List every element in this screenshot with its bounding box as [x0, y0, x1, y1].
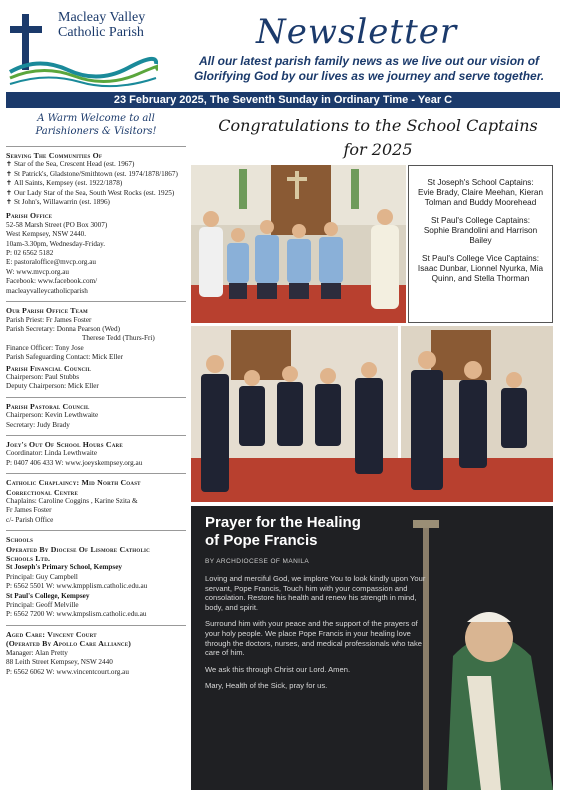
oosh-contact-link[interactable]: P: 0407 406 433 W: www.joeyskempsey.org.au [6, 458, 143, 467]
prayer-body [205, 574, 431, 698]
prayer-title-line2: of Pope Francis [205, 532, 318, 549]
prayer-paragraph: We ask this through Christ our Lord. Amen. [205, 664, 351, 674]
aged-care-contact-link[interactable]: P: 6562 6062 W: www.vincentcourt.org.au [6, 667, 129, 676]
captains-group [412, 254, 549, 284]
parish-name [58, 10, 145, 40]
prayer-title-line1: Prayer for the Healing [205, 514, 361, 531]
facebook-link-cont[interactable]: macleayvalleycatholicparish [6, 286, 88, 295]
communities-list [6, 160, 186, 207]
captains-group-title: St Joseph's School Captains: [427, 178, 534, 187]
prayer-paragraph: Mary, Health of the Sick, pray for us. [205, 681, 328, 691]
captains-group-names: Isaac Dunbar, Lionnel Nyurka, Mia Quinn, and Stella Thorman [417, 264, 544, 283]
parish-info-sidebar [6, 110, 186, 796]
chaplaincy-heading: Catholic Chaplaincy: Mid North Coast [6, 478, 141, 488]
school1-contact-link[interactable]: P: 6562 5501 W: www.kmpplism.catholic.edu.au [6, 582, 148, 591]
chaplaincy-line: Chaplains: Caroline Coggins , Karine Szita & [6, 497, 138, 505]
st-pauls-captains-photo [191, 326, 553, 502]
congrats-heading [196, 114, 560, 162]
oosh-heading: Joey's Out Of School Hours Care [6, 439, 123, 449]
oosh-line: Coordinator: Linda Lewthwaite [6, 449, 98, 458]
chaplaincy-line: Fr James Foster [6, 506, 52, 515]
team-line: Parish Safeguarding Contact: Mick Eller [6, 353, 123, 362]
parish-name-line2: Catholic Parish [58, 25, 144, 40]
school2-name: St Paul's College, Kempsey [6, 591, 90, 600]
captains-group [412, 178, 549, 208]
community-item: ✝ All Saints, Kempsey (est. 1922/1878) [6, 179, 186, 188]
pastoral-line: Secretary: Judy Brady [6, 420, 70, 429]
schools-heading: Schools [6, 535, 34, 545]
divider [6, 301, 186, 302]
captains-group [412, 216, 549, 246]
finance-line: Chairperson: Paul Stubbs [6, 372, 80, 381]
office-website-link[interactable]: W: www.mvcp.org.au [6, 267, 70, 276]
office-email-link[interactable]: E: pastoraloffice@mvcp.org.au [6, 258, 96, 267]
parish-name-line1: Macleay Valley [58, 10, 146, 25]
facebook-link[interactable]: Facebook: www.facebook.com/ [6, 277, 98, 286]
welcome-message [6, 112, 186, 138]
pastoral-line: Chairperson: Kevin Lewthwaite [6, 411, 99, 420]
office-heading: Parish Office [6, 211, 53, 221]
date-banner: 23 February 2025, The Seventh Sunday in Ordinary Time - Year C [6, 92, 560, 108]
chaplaincy-line: c/- Parish Office [6, 515, 54, 524]
office-phone: P: 02 6562 5182 [6, 249, 54, 258]
subtitle-line1: All our latest parish family news as we live out our vision of [198, 54, 540, 68]
chaplaincy-heading-cont: Correctional Centre [6, 487, 79, 497]
community-item: ✝ St Patrick's, Gladstone/Smithtown (est. 1974/1878/1867) [6, 170, 186, 179]
welcome-line2: Parishioners & Visitors! [35, 126, 157, 137]
team-line: Parish Priest: Fr James Foster [6, 315, 92, 324]
captains-group-title: St Paul's College Captains: [431, 216, 530, 225]
office-address-line: 52-58 Marsh Street (PO Box 3007) [6, 220, 108, 229]
captains-group-names: Sophie Brandolini and Harrison Bailey [423, 226, 538, 245]
schools-subheading: Operated By Diocese Of Lismore Catholic [6, 544, 150, 554]
school1-name: St Joseph's Primary School, Kempsey [6, 563, 122, 572]
prayer-source: BY ARCHDIOCESE OF MANILA [205, 558, 310, 565]
captains-list-box [408, 165, 553, 323]
team-line: Parish Secretary: Donna Pearson (Wed) [6, 324, 120, 333]
newsletter-header [0, 0, 566, 92]
team-line: Therese Tedd (Thurs-Fri) [82, 334, 155, 343]
congrats-line2: for 2025 [343, 140, 413, 159]
finance-line: Deputy Chairperson: Mick Eller [6, 382, 99, 391]
divider [6, 146, 186, 147]
newsletter-subtitle [176, 54, 562, 84]
divider [6, 435, 186, 436]
school1-line: Principal: Guy Campbell [6, 572, 78, 581]
pope-prayer-card [191, 506, 553, 790]
team-heading: Our Parish Office Team [6, 306, 88, 316]
captains-group-names: Evie Brady, Claire Meehan, Kieran Tolman and Buddy Moorehead [418, 188, 543, 207]
office-hours: 10am-3.30pm, Wednesday-Friday. [6, 239, 106, 248]
captains-group-title: St Paul's College Vice Captains: [421, 254, 539, 263]
aged-care-line: 88 Leith Street Kempsey, NSW 2440 [6, 658, 113, 667]
divider [6, 397, 186, 398]
finance-heading: Parish Financial Council [6, 363, 91, 373]
aged-care-line: Manager: Alan Pretty [6, 648, 68, 657]
pastoral-heading: Parish Pastoral Council [6, 401, 90, 411]
subtitle-line2: Glorifying God by our lives as we journey and serve together. [193, 69, 545, 83]
team-line: Finance Officer: Tony Jose [6, 343, 84, 352]
school2-line: Principal: Geoff Melville [6, 601, 79, 610]
aged-care-heading: Aged Care: Vincent Court [6, 629, 97, 639]
office-address-line: West Kempsey, NSW 2440. [6, 230, 87, 239]
st-josephs-captains-photo [191, 165, 406, 323]
prayer-title [205, 514, 361, 550]
community-item: ✝ St John's, Willawarrin (est. 1896) [6, 198, 186, 207]
welcome-line1: A Warm Welcome to all [37, 113, 155, 124]
prayer-paragraph: Loving and merciful God, we implore You to look kindly upon Your servant, Pope Francis, Touch him with your compassion and consolation. Restore his health and renew his strength in mind, body, and spirit. [205, 574, 426, 612]
prayer-paragraph: Surround him with your peace and the support of the prayers of your holy people. We place Pope Francis in your healing love through the doctors, nurses, and medical professionals who take care of him. [205, 619, 422, 658]
aged-care-subheading: (Operated By Apollo Care Alliance) [6, 639, 132, 649]
divider [6, 625, 186, 626]
newsletter-title: Newsletter [256, 12, 458, 52]
divider [6, 530, 186, 531]
school2-contact-link[interactable]: P: 6562 7200 W: www.kmpslism.catholic.edu.au [6, 610, 147, 619]
community-item: ✝ Star of the Sea, Crescent Head (est. 1967) [6, 160, 186, 169]
divider [6, 473, 186, 474]
community-item: ✝ Our Lady Star of the Sea, South West Rocks (est. 1925) [6, 189, 186, 198]
serving-heading: Serving The Communities Of [6, 151, 103, 160]
schools-subheading-cont: Schools Ltd. [6, 554, 51, 564]
congrats-line1: Congratulations to the School Captains [218, 116, 538, 135]
